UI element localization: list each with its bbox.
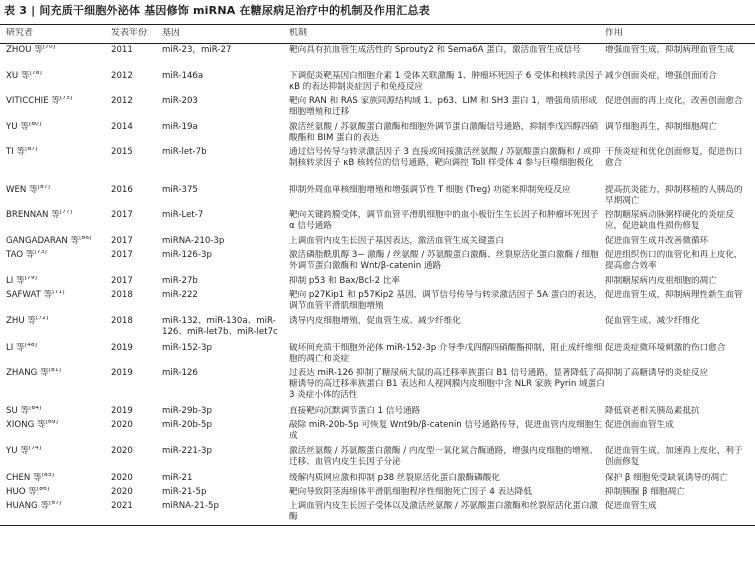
effect-cell: 控制糖尿病动脉粥样硬化的炎症反应，促进缺血性损伤修复 bbox=[605, 210, 734, 232]
gene-cell: miR-23，miR-27 bbox=[162, 45, 232, 55]
author-name: VITICCHIÈ 等 bbox=[6, 96, 60, 106]
author-cell bbox=[6, 71, 102, 82]
author-name: YU 等 bbox=[6, 122, 29, 132]
gene-cell: miR-21-5p bbox=[162, 487, 207, 497]
table-row bbox=[0, 184, 755, 209]
author-name: ZHANG 等 bbox=[6, 368, 49, 378]
mechanism-cell: 上调血管内皮生长因子基因表达，激活血管生成关键蛋白 bbox=[289, 236, 504, 246]
effect-cell: 促进炎症微环境刺激的伤口愈合 bbox=[605, 343, 726, 353]
reference-mark: [71] bbox=[52, 290, 65, 296]
reference-mark: [81] bbox=[48, 368, 61, 374]
table-row bbox=[0, 419, 755, 445]
mechanism-cell: 敲除 miR-20b-5p 可恢复 Wnt9b/β-catenin 信号通路传导，促进血管内皮细胞生成 bbox=[289, 420, 602, 442]
year-cell: 2020 bbox=[111, 487, 133, 497]
reference-mark: [87] bbox=[37, 185, 51, 191]
year-cell: 2011 bbox=[111, 45, 133, 55]
mechanism-cell: 直接靶向沉默调节蛋白 1 信号通路 bbox=[289, 406, 421, 416]
header-author: 研究者 bbox=[6, 28, 34, 39]
author-cell bbox=[6, 406, 102, 417]
author-name: SAFWAT 等 bbox=[6, 290, 53, 300]
year-cell: 2020 bbox=[111, 473, 133, 483]
year-cell: 2012 bbox=[111, 71, 133, 81]
gene-cell: miR-221-3p bbox=[162, 446, 212, 456]
table-row bbox=[0, 289, 755, 315]
reference-mark: [77] bbox=[59, 210, 73, 216]
gene-cell: miR-132、miR-130a、miR-126、miR-let7b、miR-let7c bbox=[162, 316, 278, 338]
year-cell: 2019 bbox=[111, 406, 133, 416]
year-cell: 2019 bbox=[111, 343, 133, 353]
author-name: XU 等 bbox=[6, 71, 30, 81]
gene-cell: miR-146a bbox=[162, 71, 204, 81]
gene-cell: miR-203 bbox=[162, 96, 198, 106]
author-cell bbox=[6, 210, 102, 221]
gene-cell: miR-29b-3p bbox=[162, 406, 212, 416]
table-row bbox=[0, 249, 755, 275]
author-cell bbox=[6, 473, 102, 484]
author-cell bbox=[6, 147, 102, 158]
gene-cell: miR-20b-5p bbox=[162, 420, 212, 430]
author-name: WEN 等 bbox=[6, 185, 38, 195]
mechanism-cell: 破坏间充质干细胞外泌体 miR-152-3p 介导季戊四醇四硝酸酯抑制，阻止成纤维细胞的凋亡和炎症 bbox=[289, 343, 603, 365]
gene-cell: miR-let-7b bbox=[162, 147, 207, 157]
table-row bbox=[0, 367, 755, 405]
author-name: BRENNAN 等 bbox=[6, 210, 60, 220]
author-cell bbox=[6, 487, 102, 498]
mechanism-cell: 激活丝氨酸 / 苏氨酸蛋白激酶和细胞外调节蛋白激酶信号通路，抑制季戊四醇四硝酸酯和 BIM 蛋白的表达 bbox=[289, 122, 599, 144]
author-cell bbox=[6, 45, 102, 56]
reference-mark: [72] bbox=[35, 316, 49, 322]
gene-cell: miR-19a bbox=[162, 122, 198, 132]
effect-cell: 抑制了高糖诱导的炎症反应 bbox=[605, 368, 709, 378]
table-row bbox=[0, 121, 755, 146]
reference-mark: [86] bbox=[36, 487, 50, 493]
gene-cell: miR-375 bbox=[162, 185, 198, 195]
reference-mark: [75] bbox=[59, 96, 73, 102]
effect-cell: 降低衰老相关胰岛素抵抗 bbox=[605, 406, 700, 416]
effect-cell: 抑制糖尿病内皮祖细胞的凋亡 bbox=[605, 276, 717, 286]
author-name: TAO 等 bbox=[6, 250, 35, 260]
reference-mark: [67] bbox=[49, 501, 62, 507]
year-cell: 2017 bbox=[111, 236, 133, 246]
effect-cell: 促进血管生成并改善微循环 bbox=[605, 236, 709, 246]
year-cell: 2021 bbox=[111, 501, 133, 511]
summary-table bbox=[0, 24, 755, 526]
gene-cell: miR-Let-7 bbox=[162, 210, 204, 220]
table-row bbox=[0, 472, 755, 486]
effect-cell: 调节细胞再生，抑制细胞凋亡 bbox=[605, 122, 717, 132]
reference-mark: [74] bbox=[28, 446, 42, 452]
mechanism-cell: 靶向关键跨膜受体，调节血管平滑肌细胞中的血小板衍生生长因子和肿瘤坏死因子 α 信号通路 bbox=[289, 210, 599, 232]
author-cell bbox=[6, 501, 102, 512]
gene-cell: miR-126 bbox=[162, 368, 198, 378]
table-row bbox=[0, 342, 755, 367]
author-name: LI 等 bbox=[6, 343, 25, 353]
year-cell: 2017 bbox=[111, 250, 133, 260]
table-row bbox=[0, 445, 755, 472]
reference-mark: [69] bbox=[45, 420, 58, 426]
reference-mark: [73] bbox=[34, 250, 47, 256]
author-cell bbox=[6, 236, 102, 247]
reference-mark: [85] bbox=[41, 473, 54, 479]
header-effect: 作用 bbox=[605, 28, 624, 39]
year-cell: 2016 bbox=[111, 185, 133, 195]
table-row bbox=[0, 95, 755, 121]
year-cell: 2018 bbox=[111, 290, 133, 300]
gene-cell: miR-27b bbox=[162, 276, 198, 286]
author-cell bbox=[6, 185, 102, 196]
effect-cell: 促进组织伤口的血管化和再上皮化，提高愈合效率 bbox=[605, 250, 743, 272]
author-name: TI 等 bbox=[6, 147, 26, 157]
author-cell bbox=[6, 250, 102, 261]
mechanism-cell: 过表达 miR-126 抑制了糖尿病大鼠的高迁移率族蛋白 B1 信号通路，显著降低了高糖诱导的高迁移率族蛋白 B1 表达和人视网膜内皮细胞中含 NLR 家族 Pyrin 域蛋白 3 炎症小体的活性 bbox=[289, 368, 605, 401]
header-mechanism: 机制 bbox=[289, 28, 308, 39]
reference-mark: [68] bbox=[79, 236, 92, 242]
year-cell: 2017 bbox=[111, 276, 133, 286]
mechanism-cell: 激活磷脂酰肌醇 3− 激酶 / 丝氨酸 / 苏氨酸蛋白激酶、丝裂原活化蛋白激酶 / 细胞外调节蛋白激酶和 Wnt/β-catenin 通路 bbox=[289, 250, 599, 272]
mechanism-cell: 靶向导致阴茎海绵体平滑肌细胞程序性细胞死亡因子 4 表达降低 bbox=[289, 487, 532, 497]
year-cell: 2020 bbox=[111, 420, 133, 430]
effect-cell: 抑制胰腺 β 细胞凋亡 bbox=[605, 487, 685, 497]
effect-cell: 减少创面炎症，增强创面闭合 bbox=[605, 71, 717, 81]
reference-mark: [84] bbox=[29, 406, 42, 412]
year-cell: 2014 bbox=[111, 122, 133, 132]
mechanism-cell: 抑制 p53 和 Bax/Bcl-2 比率 bbox=[289, 276, 401, 286]
gene-cell: miRNA-210-3p bbox=[162, 236, 225, 246]
table-row bbox=[0, 405, 755, 419]
effect-cell: 促血管生成、减少纤维化 bbox=[605, 316, 700, 326]
gene-cell: miR-222 bbox=[162, 290, 198, 300]
mechanism-cell: 诱导内皮细胞增殖，促血管生成、减少纤维化 bbox=[289, 316, 461, 326]
gene-cell: miR-21 bbox=[162, 473, 193, 483]
header-gene: 基因 bbox=[162, 28, 181, 39]
table-row bbox=[0, 235, 755, 249]
effect-cell: 促进创面的再上皮化，改善创面愈合 bbox=[605, 96, 743, 106]
effect-cell: 增强血管生成，抑制病理血管生成 bbox=[605, 45, 734, 55]
effect-cell: 促进创面血管生成 bbox=[605, 420, 674, 430]
mechanism-cell: 靶向 p27Kip1 和 p57Kip2 基因，调节信号传导与转录激活因子 5A 蛋白的表达，调节血管平滑肌细胞增殖 bbox=[289, 290, 603, 312]
year-cell: 2012 bbox=[111, 96, 133, 106]
gene-cell: miR-126-3p bbox=[162, 250, 212, 260]
author-cell bbox=[6, 446, 102, 457]
mechanism-cell: 抑制外周血单核细胞增殖和增强调节性 T 细胞 (Treg) 功能来抑制免疫反应 bbox=[289, 185, 571, 195]
table-header-row bbox=[0, 25, 755, 44]
effect-cell: 促进血管生成 bbox=[605, 501, 657, 511]
reference-mark: [48] bbox=[24, 343, 37, 349]
author-cell bbox=[6, 290, 102, 301]
year-cell: 2019 bbox=[111, 368, 133, 378]
effect-cell: 促进血管生成，加速再上皮化，利于创面修复 bbox=[605, 446, 743, 468]
year-cell: 2020 bbox=[111, 446, 133, 456]
mechanism-cell: 下调促炎靶基因白细胞介素 1 受体关联激酶 1、肿瘤坏死因子 6 受体和核转录因子 κB 的表达抑制炎症因子和免疫反应 bbox=[289, 71, 603, 93]
reference-mark: [87] bbox=[25, 147, 38, 153]
reference-mark: [78] bbox=[29, 71, 42, 77]
mechanism-cell: 缓解内质网应激和抑制 p38 丝裂原活化蛋白激酶磷酸化 bbox=[289, 473, 500, 483]
author-name: HUANG 等 bbox=[6, 501, 50, 511]
mechanism-cell: 靶向 RAN 和 RAS 家族同源结构域 1、p63、LIM 和 SH3 蛋白 1，增强角质形成细胞增殖和迁移 bbox=[289, 96, 597, 118]
table-row bbox=[0, 209, 755, 235]
reference-mark: [80] bbox=[28, 122, 42, 128]
effect-cell: 提高抗炎能力，抑制移植的人胰岛的早期凋亡 bbox=[605, 185, 743, 207]
table-title: 表 3 | 间充质干细胞外泌体 基因修饰 miRNA 在糖尿病足治疗中的机制及作用汇总表 bbox=[4, 4, 430, 17]
effect-cell: 促进血管生成，抑制病理性新生血管 bbox=[605, 290, 743, 300]
table-row bbox=[0, 315, 755, 342]
effect-cell: 干预炎症和优化创面修复，促进伤口愈合 bbox=[605, 147, 743, 169]
author-cell bbox=[6, 343, 102, 354]
mechanism-cell: 激活丝氨酸 / 苏氨酸蛋白激酶 / 内皮型一氧化氮合酶通路，增强内皮细胞的增殖、迁移、血管内皮生长因子分泌 bbox=[289, 446, 598, 468]
mechanism-cell: 通过信号传导与转录激活因子 3 直接或间接激活丝氨酸 / 苏氨酸蛋白激酶和 / 或抑制核转录因子 κB 核转位的信号通路，靶向调控 Toll 样受体 4 参与巨噬细胞极化 bbox=[289, 147, 601, 169]
header-year: 发表年份 bbox=[111, 28, 148, 39]
author-name: ZHOU 等 bbox=[6, 45, 43, 55]
table-row bbox=[0, 275, 755, 289]
table-row bbox=[0, 146, 755, 184]
year-cell: 2017 bbox=[111, 210, 133, 220]
table-row bbox=[0, 500, 755, 525]
author-name: LI 等 bbox=[6, 276, 25, 286]
author-cell bbox=[6, 96, 102, 107]
author-cell bbox=[6, 276, 102, 287]
reference-mark: [70] bbox=[42, 45, 56, 51]
table-row bbox=[0, 44, 755, 70]
author-name: YU 等 bbox=[6, 446, 29, 456]
gene-cell: miRNA-21-5p bbox=[162, 501, 219, 511]
author-name: ZHU 等 bbox=[6, 316, 36, 326]
author-name: GANGADARAN 等 bbox=[6, 236, 80, 246]
table-row bbox=[0, 70, 755, 95]
author-cell bbox=[6, 122, 102, 133]
author-cell bbox=[6, 368, 102, 379]
reference-mark: [79] bbox=[24, 276, 37, 282]
year-cell: 2015 bbox=[111, 147, 133, 157]
effect-cell: 保护 β 细胞免受缺氧诱导的凋亡 bbox=[605, 473, 728, 483]
table-body bbox=[0, 44, 755, 525]
author-name: SU 等 bbox=[6, 406, 30, 416]
mechanism-cell: 上调血管内皮生长因子受体以及激活丝氨酸 / 苏氨酸蛋白激酶和丝裂原活化蛋白激酶 bbox=[289, 501, 599, 523]
table-row bbox=[0, 486, 755, 500]
author-cell bbox=[6, 316, 102, 327]
author-name: CHEN 等 bbox=[6, 473, 42, 483]
author-name: HUO 等 bbox=[6, 487, 37, 497]
author-name: XIONG 等 bbox=[6, 420, 46, 430]
year-cell: 2018 bbox=[111, 316, 133, 326]
gene-cell: miR-152-3p bbox=[162, 343, 212, 353]
mechanism-cell: 靶向具有抗血管生成活性的 Sprouty2 和 Sema6A 蛋白，激活血管生成信号 bbox=[289, 45, 581, 55]
author-cell bbox=[6, 420, 102, 431]
